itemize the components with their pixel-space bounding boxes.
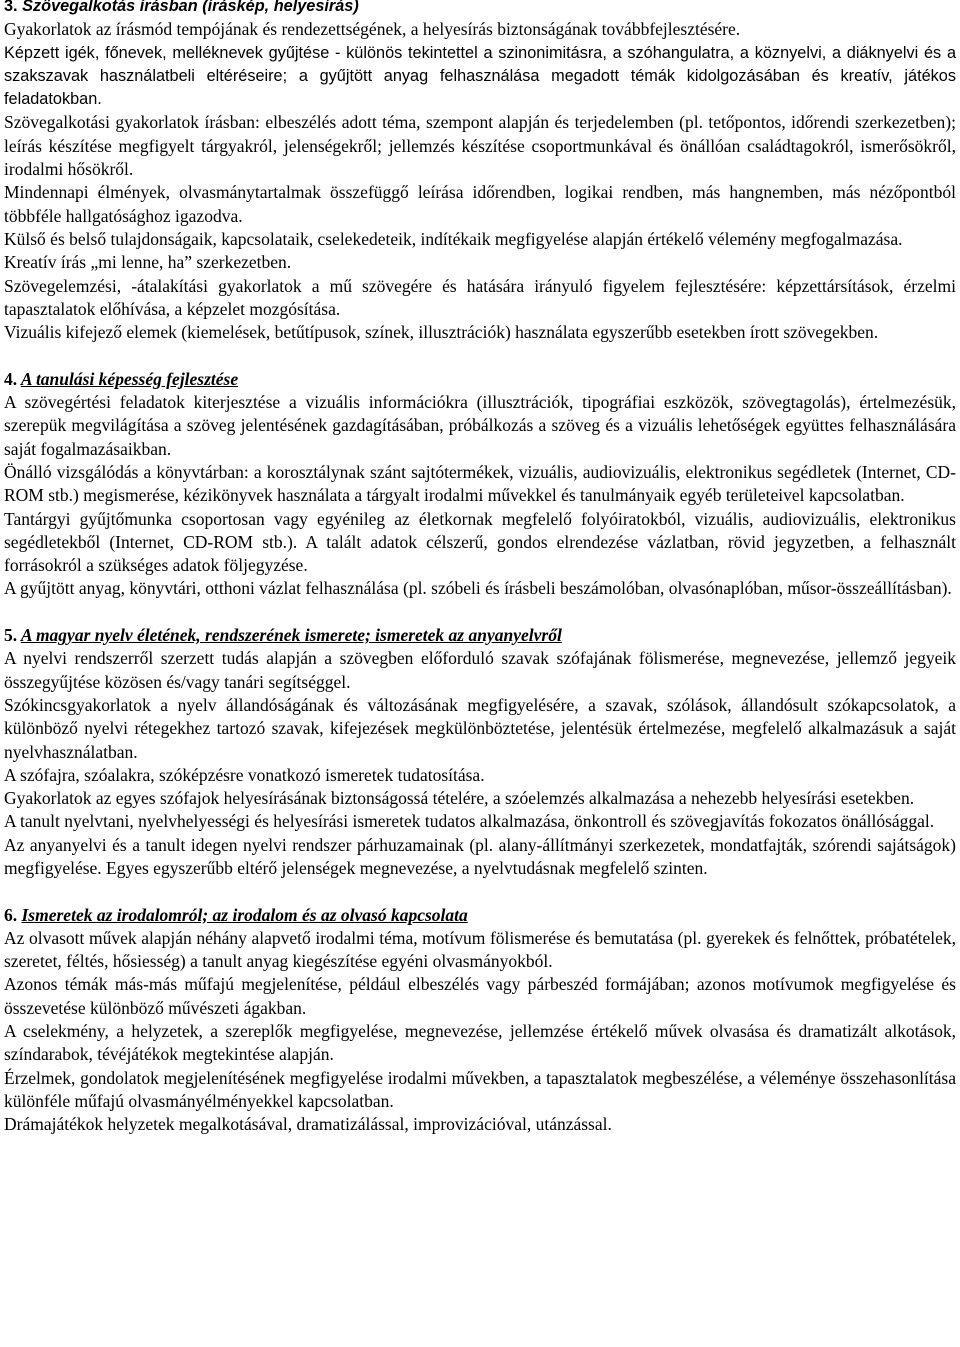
section-title: Szövegalkotás írásban (íráskép, helyesírás): [22, 0, 359, 15]
section-title: A tanulási képesség fejlesztése: [20, 368, 239, 389]
paragraph: A tanult nyelvtani, nyelvhelyességi és helyesírási ismeretek tudatos alkalmazása, önkontroll és szövegjavítás fokozatos önállósággal.: [4, 811, 935, 832]
document-page: [4, 0, 956, 1137]
paragraph: A gyűjtött anyag, könyvtári, otthoni vázlat felhasználása (pl. szóbeli és írásbeli beszámolóban, olvasónaplóban, műsor-összeállításban).: [4, 578, 952, 599]
section-number: 6.: [4, 904, 18, 925]
paragraph: Képzett igék, főnevek, melléknevek gyűjtése - különös tekintettel a szinonimitásra, a szóhangulatra, a köznyelvi, a diáknyelvi és a szakszavak használatbeli eltéréseire; a gyűjtött anyag felhasználása megadott témák kidolgozásában és kreatív, játékos feladatokban.: [4, 43, 956, 109]
section-4: [4, 368, 956, 601]
section-spacer: [4, 344, 956, 367]
section-number: 4.: [4, 368, 18, 389]
section-spacer: [4, 601, 956, 624]
paragraph: Külső és belső tulajdonságaik, kapcsolataik, cselekedeteik, indítékaik megfigyelése alapján értékelő vélemény megfogalmazása.: [4, 228, 903, 249]
paragraph: Az olvasott művek alapján néhány alapvető irodalmi téma, motívum fölismerése és bemutatása (pl. gyerekek és felnőttek, próbatételek, szeretet, féltés, hősiesség) a tanult anyag kiegészítése egyéni olvasmányokból.: [4, 927, 956, 972]
paragraph: Az anyanyelvi és a tanult idegen nyelvi rendszer párhuzamainak (pl. alany-állítmányi szerkezetek, mondatfajták, szórendi sajátságok) megfigyelése. Egyes egyszerűbb eltérő jelenségek megnevezése, a nyelvtudásnak megfelelő szinten.: [4, 834, 956, 878]
section-spacer: [4, 880, 956, 903]
section-heading: [4, 624, 956, 647]
section-heading: [4, 0, 956, 18]
paragraph: A nyelvi rendszerről szerzett tudás alapján a szövegben előforduló szavak szófajának fölismerése, megnevezése, jellemző jegyeik összegyűjtése közösen és/vagy tanári segítséggel.: [4, 648, 956, 692]
section-heading: [4, 904, 956, 927]
paragraph: Szövegalkotási gyakorlatok írásban: elbeszélés adott téma, szempont alapján és terjedelemben (pl. tetőpontos, időrendi szerkezetben); leírás készítése megfigyelt tárgyakról, jelenségekről; jellemzés készítése csoportmunkával és önállóan családtagokról, ismerősökről, irodalmi hősökről.: [4, 112, 956, 180]
paragraph: A szófajra, szóalakra, szóképzésre vonatkozó ismeretek tudatosítása.: [4, 764, 485, 785]
paragraph: Vizuális kifejező elemek (kiemelések, betűtípusok, színek, illusztrációk) használata egyszerűbb esetekben írott szövegekben.: [4, 322, 879, 343]
section-title: Ismeretek az irodalomról; az irodalom és az olvasó kapcsolata: [21, 904, 468, 925]
paragraph: Érzelmek, gondolatok megjelenítésének megfigyelése irodalmi művekben, a tapasztalatok megbeszélése, a véleménye összehasonlítása különféle műfajú olvasmányélményekkel kapcsolatban.: [4, 1067, 956, 1111]
paragraph: Drámajátékok helyzetek megalkotásával, dramatizálással, improvizációval, utánzással.: [4, 1114, 612, 1135]
paragraph: Szókincsgyakorlatok a nyelv állandóságának és változásának megfigyelésére, a szavak, szólások, állandósult szókapcsolatok, a különböző nyelvi rétegekhez tartozó szavak, kifejezések megkülönböztetése, jelentésük értelmezése, megfelelő alkalmazásuk a saját nyelvhasználatban.: [4, 694, 956, 762]
paragraph: A cselekmény, a helyzetek, a szereplők megfigyelése, megnevezése, jellemzése értékelő művek olvasása és dramatizált alkotások, színdarabok, tévéjátékok megtekintése alapján.: [4, 1021, 956, 1065]
paragraph: Azonos témák más-más műfajú megjelenítése, például elbeszélés vagy párbeszéd formájában; azonos motívumok megfigyelése és összevetése különböző művészeti ágakban.: [4, 974, 956, 1018]
section-3: [4, 0, 956, 344]
section-heading: [4, 368, 956, 391]
paragraph: Gyakorlatok az egyes szófajok helyesírásának biztonságossá tételére, a szóelemzés alkalmazása a nehezebb helyesírási esetekben.: [4, 788, 915, 809]
paragraph: Mindennapi élmények, olvasmánytartalmak összefüggő leírása időrendben, logikai rendben, más hangnemben, más nézőpontból többféle hallgatósághoz igazodva.: [4, 182, 956, 226]
section-5: [4, 624, 956, 880]
paragraph: Kreatív írás „mi lenne, ha” szerkezetben.: [4, 252, 292, 273]
paragraph: Tantárgyi gyűjtőmunka csoportosan vagy egyénileg az életkornak megfelelő folyóiratokból, vizuális, audiovizuális, elektronikus segédletekből (Internet, CD-ROM stb.). A talált adatok célszerű, gondos elrendezése vázlatban, rövid jegyzetben, a felhasznált forrásokról a szükséges adatok följegyzése.: [4, 508, 956, 576]
section-6: [4, 904, 956, 1137]
section-title: A magyar nyelv életének, rendszerének ismerete; ismeretek az anyanyelvről: [20, 625, 562, 646]
section-number: 5.: [4, 625, 18, 646]
paragraph: Gyakorlatok az írásmód tempójának és rendezettségének, a helyesírás biztonságának továbbfejlesztésére.: [4, 19, 741, 40]
section-number: 3.: [4, 0, 18, 15]
paragraph: A szövegértési feladatok kiterjesztése a vizuális információkra (illusztrációk, tipográfiai eszközök, szövegtagolás), értelmezésük, szerepük megvilágítása a szöveg jelentésének gazdagításában, próbálkozás a szöveg és a vizuális lehetőségek együttes felhasználására saját fogalmazásaikban.: [4, 392, 956, 459]
paragraph: Szövegelemzési, -átalakítási gyakorlatok a mű szövegére és hatására irányuló figyelem fejlesztésére: képzettársítások, érzelmi tapasztalatok előhívása, a képzelet mozgósítása.: [4, 275, 956, 319]
paragraph: Önálló vizsgálódás a könyvtárban: a korosztálynak szánt sajtótermékek, vizuális, audiovizuális, elektronikus segédletek (Internet, CD-ROM stb.) megismerése, kézikönyvek használata a tárgyalt irodalmi művekkel és tanulmányaik egyéb területeivel kapcsolatban.: [4, 461, 956, 506]
